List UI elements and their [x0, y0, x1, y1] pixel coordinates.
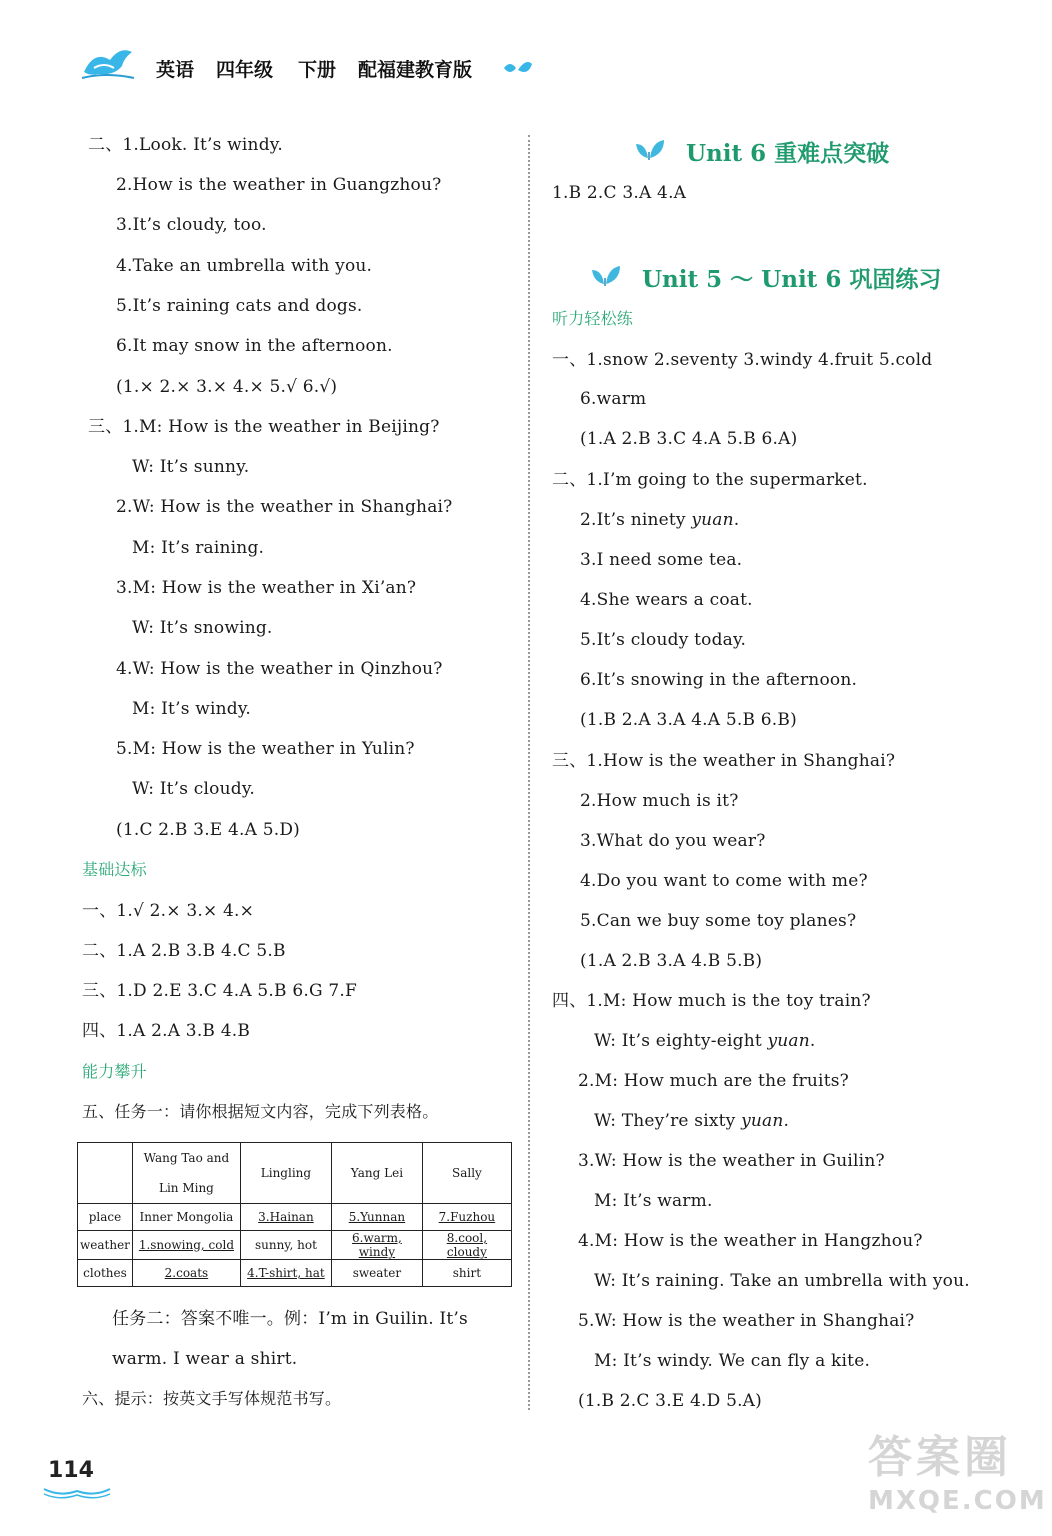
basic-line-4: 四、1.A 2.A 3.B 4.B [82, 1021, 251, 1041]
table-cell: 1.snowing, cold [132, 1231, 240, 1260]
table-cell: sweater [331, 1260, 422, 1287]
left-sec2-line-4: 4.Take an umbrella with you. [116, 256, 373, 276]
left-sec2-line-3: 3.It’s cloudy, too. [116, 215, 267, 235]
left-sec2-line-6: 6.It may snow in the afternoon. [116, 336, 393, 356]
unit6-title: Unit 6 重难点突破 [686, 140, 890, 167]
table-cell: Lingling [240, 1143, 331, 1204]
header-grade: 四年级 [216, 59, 274, 81]
table-cell: Wang Tao and Lin Ming [132, 1143, 240, 1204]
table-cell: Yang Lei [331, 1143, 422, 1204]
r4-answer: (1.B 2.C 3.E 4.D 5.A) [578, 1391, 762, 1411]
header-volume: 下册 [298, 59, 337, 81]
left-sec3-line-4: M: It’s raining. [132, 538, 265, 558]
leaf-icon [590, 264, 622, 288]
table-row [78, 1231, 512, 1260]
left-sec3-line-3: 2.W: How is the weather in Shanghai? [116, 497, 453, 517]
table-row [78, 1260, 512, 1287]
table-cell: clothes [78, 1260, 133, 1287]
r2-line-6: 6.It’s snowing in the afternoon. [580, 670, 858, 690]
header-edition: 配福建教育版 [358, 59, 473, 81]
r3-line-5: 5.Can we buy some toy planes? [580, 911, 857, 931]
left-sec2-line-1: 二、1.Look. It’s windy. [88, 135, 283, 155]
r2-line-3: 3.I need some tea. [580, 550, 743, 570]
table-row [78, 1204, 512, 1231]
sec6-hint: 六、提示：按英文手写体规范书写。 [82, 1389, 342, 1408]
r3-line-2: 2.How much is it? [580, 791, 739, 811]
r4-line-7: 4.M: How is the weather in Hangzhou? [578, 1231, 923, 1251]
r3-line-1: 三、1.How is the weather in Shanghai? [552, 751, 896, 771]
table-header-row [78, 1143, 512, 1204]
table-cell [78, 1143, 133, 1204]
watermark-top: 答案圈 [868, 1432, 1012, 1483]
table-cell: 5.Yunnan [331, 1204, 422, 1231]
r3-line-3: 3.What do you wear? [580, 831, 766, 851]
r3-line-4: 4.Do you want to come with me? [580, 871, 868, 891]
r2-line-4: 4.She wears a coat. [580, 590, 753, 610]
table-cell: 6.warm, windy [331, 1231, 422, 1260]
ability-heading: 能力攀升 [82, 1062, 147, 1081]
r1-line-1: 一、1.snow 2.seventy 3.windy 4.fruit 5.cold [552, 350, 933, 370]
r4-line-5: 3.W: How is the weather in Guilin? [578, 1151, 885, 1171]
header-subject: 英语 [156, 59, 195, 81]
page-number: 114 [48, 1458, 94, 1483]
r4-line-2: W: It’s eighty-eight yuan. [594, 1031, 816, 1051]
r4-line-1: 四、1.M: How much is the toy train? [552, 991, 871, 1011]
r2-line-1: 二、1.I’m going to the supermarket. [552, 470, 868, 490]
r4-line-10: M: It’s windy. We can fly a kite. [594, 1351, 871, 1371]
r2-line-2: 2.It’s ninety yuan. [580, 510, 740, 530]
basic-line-2: 二、1.A 2.B 3.B 4.C 5.B [82, 941, 286, 961]
r2-line-5: 5.It’s cloudy today. [580, 630, 747, 650]
left-sec3-line-1: 三、1.M: How is the weather in Beijing? [88, 417, 440, 437]
r1-line-2: 6.warm [580, 389, 647, 409]
r4-line-8: W: It’s raining. Take an umbrella with you. [594, 1271, 970, 1291]
left-sec3-line-9: 5.M: How is the weather in Yulin? [116, 739, 415, 759]
task2-line-1: 任务二：答案不唯一。例：I’m in Guilin. It’s [112, 1309, 468, 1329]
left-sec2-line-5: 5.It’s raining cats and dogs. [116, 296, 363, 316]
left-sec2-line-2: 2.How is the weather in Guangzhou? [116, 175, 442, 195]
table-cell: sunny, hot [240, 1231, 331, 1260]
r4-line-6: M: It’s warm. [594, 1191, 713, 1211]
watermark [868, 1430, 1047, 1530]
left-sec3-line-6: W: It’s snowing. [132, 618, 273, 638]
r4-line-4: W: They’re sixty yuan. [594, 1111, 790, 1131]
left-sec3-line-8: M: It’s windy. [132, 699, 251, 719]
r4-line-9: 5.W: How is the weather in Shanghai? [578, 1311, 915, 1331]
table-cell: Inner Mongolia [132, 1204, 240, 1231]
table-cell: 3.Hainan [240, 1204, 331, 1231]
r1-answer: (1.A 2.B 3.C 4.A 5.B 6.A) [580, 429, 798, 449]
left-sec3-line-10: W: It’s cloudy. [132, 779, 255, 799]
listening-heading: 听力轻松练 [552, 309, 634, 328]
r3-answer: (1.A 2.B 3.A 4.B 5.B) [580, 951, 763, 971]
table-cell: 2.coats [132, 1260, 240, 1287]
left-sec2-answer: (1.× 2.× 3.× 4.× 5.√ 6.√) [116, 377, 338, 397]
book-ornament-icon [42, 1484, 112, 1498]
watermark-bottom: MXQE.COM [868, 1486, 1047, 1516]
review-title: Unit 5 ～ Unit 6 巩固练习 [642, 266, 942, 293]
unit6-answer: 1.B 2.C 3.A 4.A [552, 183, 687, 203]
left-sec3-line-2: W: It’s sunny. [132, 457, 250, 477]
table-cell: 7.Fuzhou [422, 1204, 511, 1231]
r4-line-3: 2.M: How much are the fruits? [578, 1071, 849, 1091]
basic-heading: 基础达标 [82, 860, 147, 879]
r2-answer: (1.B 2.A 3.A 4.A 5.B 6.B) [580, 710, 797, 730]
column-divider [528, 135, 530, 1410]
header-bird-logo [80, 42, 136, 82]
left-sec3-line-7: 4.W: How is the weather in Qinzhou? [116, 659, 443, 679]
leaf-icon [634, 138, 666, 162]
table-cell: place [78, 1204, 133, 1231]
table-cell: 4.T-shirt, hat [240, 1260, 331, 1287]
left-sec3-answer: (1.C 2.B 3.E 4.A 5.D) [116, 820, 300, 840]
task2-line-2: warm. I wear a shirt. [112, 1349, 298, 1369]
info-table [77, 1142, 512, 1287]
header-leaf-icon [502, 58, 534, 80]
basic-line-3: 三、1.D 2.E 3.C 4.A 5.B 6.G 7.F [82, 981, 357, 1001]
table-cell: weather [78, 1231, 133, 1260]
basic-line-1: 一、1.√ 2.× 3.× 4.× [82, 901, 255, 921]
table-cell: Sally [422, 1143, 511, 1204]
task1-instruction: 五、任务一：请你根据短文内容，完成下列表格。 [82, 1102, 439, 1121]
left-sec3-line-5: 3.M: How is the weather in Xi’an? [116, 578, 417, 598]
table-cell: shirt [422, 1260, 511, 1287]
table-cell: 8.cool, cloudy [422, 1231, 511, 1260]
